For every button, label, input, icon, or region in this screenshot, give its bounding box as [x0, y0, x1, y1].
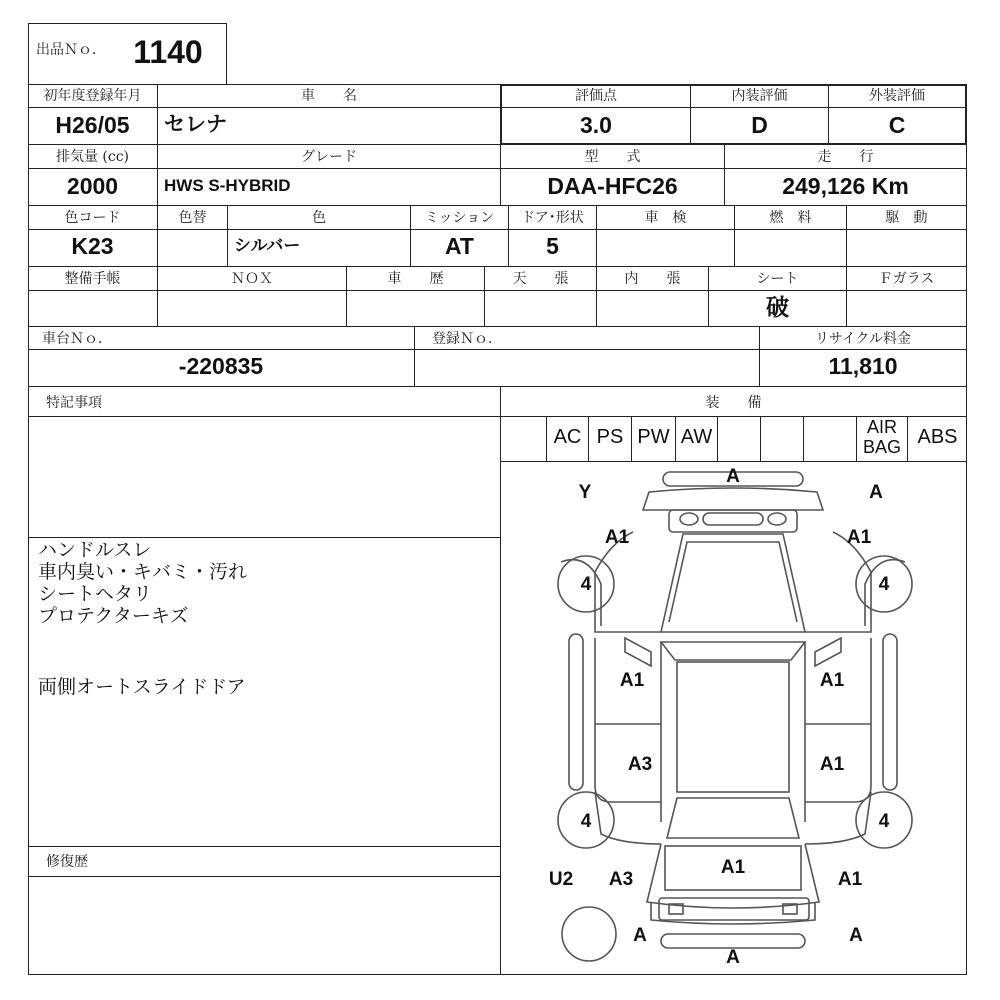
equipment-abs: ABS	[917, 426, 958, 448]
interior-value: D	[751, 112, 768, 138]
grade-label: グレード	[301, 149, 357, 165]
mark-door-fr: A1	[819, 670, 845, 691]
seat-value: 破	[766, 294, 789, 320]
drive-label: 駆 動	[885, 210, 928, 226]
mark-rear-left: A3	[608, 869, 634, 890]
mark-hood-right: A1	[846, 527, 872, 548]
mileage-value: 249,126 Km	[782, 173, 909, 199]
mark-bumper-left: A	[633, 925, 647, 946]
model-value: DAA-HFC26	[547, 173, 678, 199]
mark-door-fl: A1	[619, 670, 645, 691]
mark-rear-left-u: U2	[548, 869, 574, 890]
mark-door-rr: A1	[819, 754, 845, 775]
color-code-label: 色コード	[64, 210, 121, 226]
recycle-label: リサイクル料金	[814, 331, 912, 347]
equipment-row	[501, 417, 967, 461]
displacement-label: 排気量 (cc)	[55, 149, 130, 165]
color-value: シルバー	[234, 236, 301, 255]
glass-label: Ｆガラス	[878, 271, 935, 287]
history-label: 車 歴	[387, 271, 444, 287]
grade-value: HWS S-HYBRID	[164, 176, 291, 195]
lot-number: 1140	[133, 35, 203, 69]
equipment-aw: AW	[680, 426, 713, 448]
lot-label: 出品Ｎｏ．	[36, 42, 106, 58]
first-reg-value: H26/05	[55, 112, 130, 138]
color-label: 色	[312, 210, 326, 226]
mark-tire-fl: 4	[580, 574, 592, 595]
recycle-value: 11,810	[828, 353, 898, 379]
door-label: ドア･形状	[521, 210, 584, 226]
color-code-value: K23	[71, 233, 114, 259]
mark-bumper-right: A	[849, 925, 863, 946]
interior-label: 内装評価	[731, 88, 788, 104]
door-value: 5	[546, 233, 559, 259]
score-value: 3.0	[580, 112, 612, 138]
displacement-value: 2000	[66, 173, 119, 199]
chassis-value: -220835	[178, 353, 264, 379]
note-line: プロテクターキズ	[38, 605, 189, 627]
score-label: 評価点	[575, 88, 617, 104]
note-line: シートヘタリ	[38, 583, 153, 605]
mark-bumper-bottom: A	[726, 947, 740, 968]
mileage-label: 走 行	[817, 149, 874, 165]
equipment-ps: PS	[596, 426, 624, 448]
mark-front-left: Y	[578, 482, 592, 503]
special-notes	[38, 539, 493, 649]
first-reg-label: 初年度登録年月	[43, 88, 142, 104]
exterior-value: C	[888, 112, 906, 138]
special-label: 特記事項	[46, 395, 102, 411]
model-label: 型 式	[584, 149, 641, 165]
mission-value: AT	[445, 233, 474, 259]
mark-front-right: A	[869, 482, 883, 503]
equipment-ac: AC	[553, 426, 582, 448]
mission-label: ミッション	[424, 210, 495, 226]
chassis-label: 車台Ｎｏ．	[42, 331, 112, 347]
equipment-label: 装 備	[705, 395, 762, 411]
note-line: ハンドルスレ	[38, 539, 152, 561]
repaint-label: 色替	[178, 210, 207, 226]
fuel-label: 燃 料	[769, 210, 812, 226]
maintenance-label: 整備手帳	[64, 271, 121, 287]
seat-label: シート	[756, 271, 799, 287]
nox-label: ＮＯＸ	[231, 271, 273, 287]
exterior-label: 外装評価	[869, 88, 925, 104]
lining-label: 内 張	[624, 271, 681, 287]
equipment-airbag: AIR BAG	[862, 417, 901, 457]
equipment-pw: PW	[637, 426, 670, 448]
mark-front-top: A	[726, 466, 740, 487]
mark-hood-left: A1	[604, 527, 630, 548]
registration-label: 登録Ｎｏ．	[432, 331, 502, 347]
mark-door-rl: A3	[627, 754, 653, 775]
inspection-label: 車 検	[644, 210, 687, 226]
car-name-value: セレナ	[164, 113, 227, 136]
roof-label: 天 張	[512, 271, 569, 287]
note-extra: 両側オートスライドドア	[38, 676, 246, 698]
mark-tire-fr: 4	[878, 574, 890, 595]
mark-rear-right: A1	[837, 869, 863, 890]
mark-trunk: A1	[720, 857, 746, 878]
repair-label: 修復歴	[46, 854, 88, 870]
mark-tire-rr: 4	[878, 811, 890, 832]
mark-tire-rl: 4	[580, 811, 592, 832]
car-name-label: 車 名	[301, 88, 357, 104]
car-damage-diagram	[501, 462, 966, 974]
note-line: 車内臭い・キバミ・汚れ	[38, 561, 248, 583]
